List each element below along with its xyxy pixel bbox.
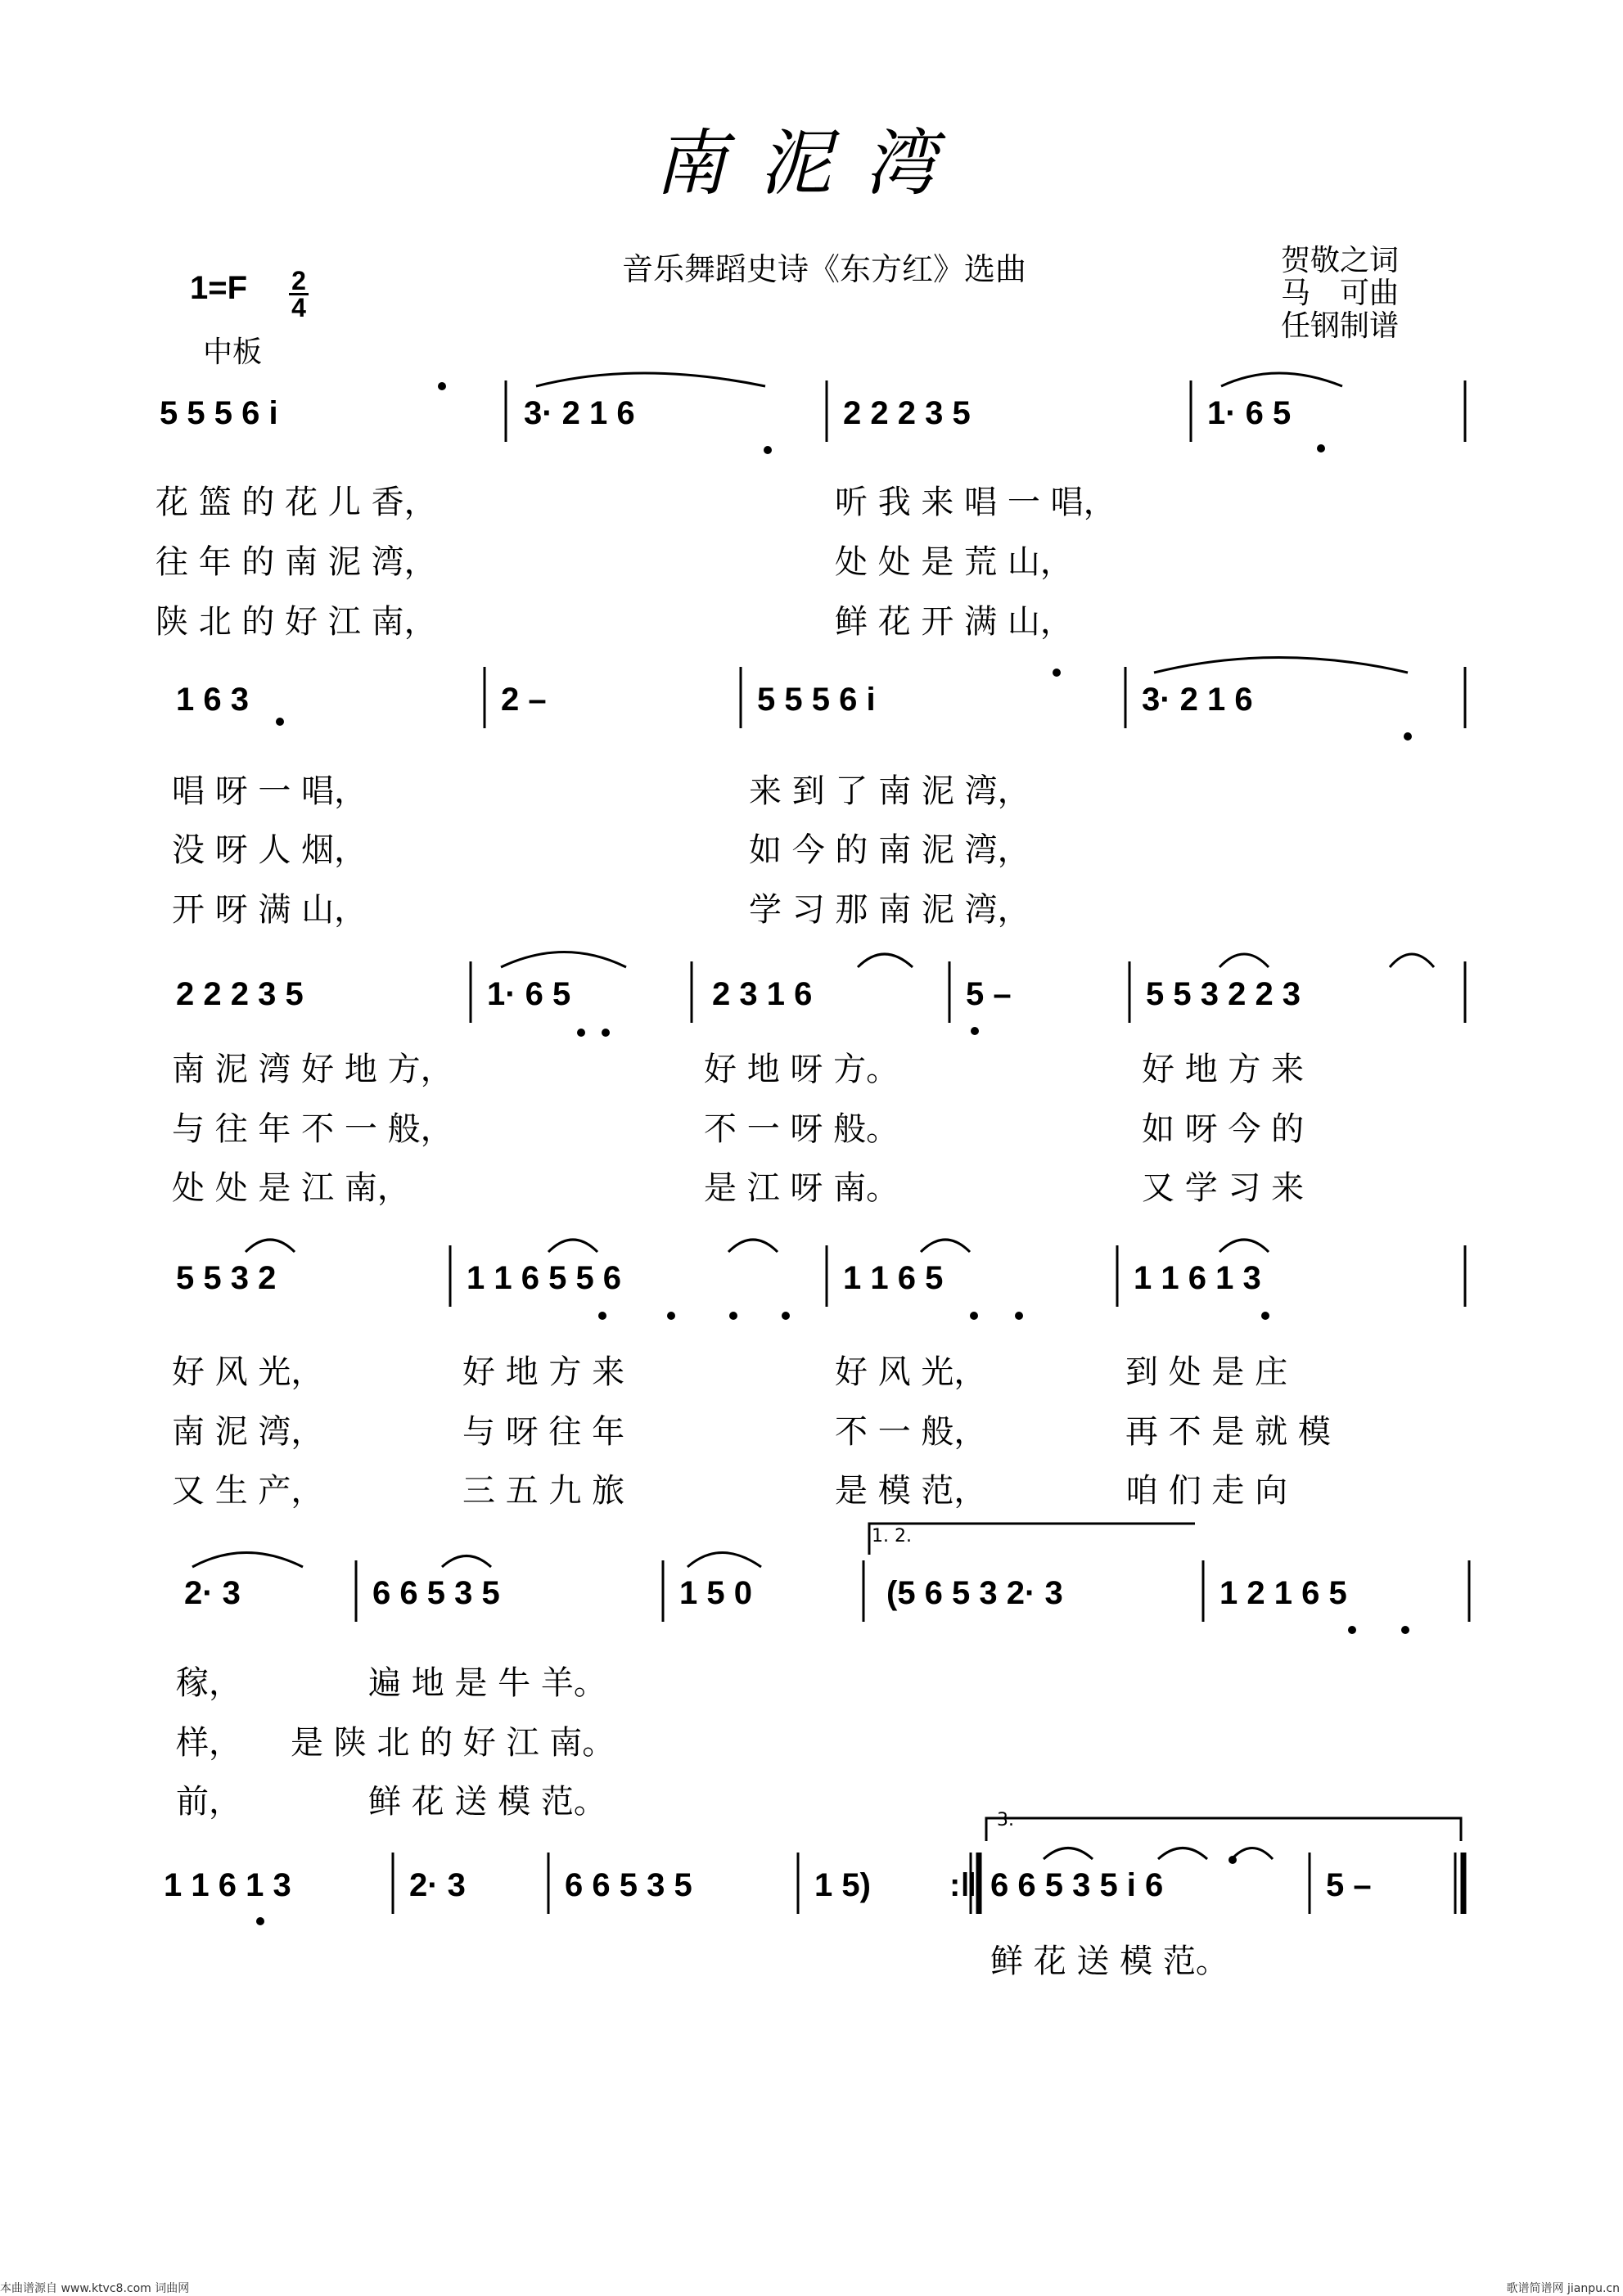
measure: 1 1 6 1 3 xyxy=(1134,1260,1261,1296)
lyric-line: 好 地 方 来 xyxy=(462,1353,625,1391)
measure: 2· 3 xyxy=(409,1867,466,1903)
measure: 5 5 3 2 2 3 xyxy=(1146,976,1301,1012)
measure: 1 1 6 5 xyxy=(843,1260,944,1296)
lyric-line: 往 年 的 南 泥 湾， xyxy=(156,543,437,581)
lyric-line: 三 五 九 旅 xyxy=(462,1472,625,1510)
key-signature: 1=F xyxy=(190,270,248,306)
measure: 6 6 5 3 5 xyxy=(372,1575,500,1611)
measure: (5 6 5 3 2· 3 xyxy=(886,1575,1063,1611)
measure: 3· 2 1 6 xyxy=(524,395,635,431)
measure: 5 – xyxy=(966,976,1012,1012)
lyric-line: 陕 北 的 好 江 南， xyxy=(156,603,437,641)
lyric-line: 没 呀 人 烟， xyxy=(172,831,367,869)
measure: 2 2 2 3 5 xyxy=(176,976,304,1012)
measure: 2 – xyxy=(501,682,547,718)
measure: 5 5 5 6 i xyxy=(757,682,876,718)
slur xyxy=(1232,1848,1273,1860)
measure: 2 2 2 3 5 xyxy=(843,395,971,431)
octave-dot xyxy=(970,1312,978,1320)
lyric-line: 开 呀 满 山， xyxy=(172,891,367,929)
lyric-line: 是 模 范， xyxy=(835,1472,987,1510)
lyric-line: 是 陕 北 的 好 江 南。 xyxy=(291,1724,615,1762)
slur xyxy=(858,954,913,967)
lyric-line: 南 泥 湾 好 地 方， xyxy=(172,1051,453,1088)
measure: 1 5) xyxy=(814,1867,871,1903)
octave-dot xyxy=(764,446,772,454)
lyric-line: 到 处 是 庄 xyxy=(1125,1353,1288,1391)
lyric-line: 不 一 般， xyxy=(835,1413,987,1451)
lyric-line: 学 习 那 南 泥 湾， xyxy=(749,891,1030,929)
slur xyxy=(921,1240,970,1252)
octave-dot xyxy=(598,1312,606,1320)
credit-lyricist: 贺敬之词 xyxy=(1281,244,1400,277)
lyric-line: 南 泥 湾， xyxy=(172,1413,324,1451)
slur xyxy=(192,1553,303,1568)
octave-dot xyxy=(438,382,446,390)
measure: 6 6 5 3 5 xyxy=(565,1867,692,1903)
page-title: 南泥湾 xyxy=(654,121,969,205)
slur xyxy=(246,1240,295,1252)
measure: 3· 2 1 6 xyxy=(1142,682,1253,718)
lyric-line: 好 地 方 来 xyxy=(1142,1051,1305,1088)
repeat-sign: :‖ xyxy=(949,1867,977,1903)
octave-dot xyxy=(782,1312,790,1320)
measure: 6 6 5 3 5 i 6 xyxy=(990,1867,1164,1903)
lyric-line: 如 呀 今 的 xyxy=(1142,1110,1305,1148)
volta-label: 3. xyxy=(997,1810,1014,1830)
measure: 1 6 3 xyxy=(176,682,249,718)
time-signature-bottom: 4 xyxy=(291,293,306,322)
octave-dot xyxy=(1229,1856,1237,1864)
lyric-line: 不 一 呀 般。 xyxy=(704,1110,899,1148)
lyric-line: 遍 地 是 牛 羊。 xyxy=(368,1664,606,1702)
slur xyxy=(548,1240,597,1252)
tempo-marking: 中板 xyxy=(203,335,263,369)
measure: 5 5 3 2 xyxy=(176,1260,277,1296)
slur xyxy=(536,373,765,386)
lyric-line: 又 生 产， xyxy=(172,1472,324,1510)
lyric-line: 花 篮 的 花 儿 香， xyxy=(156,484,437,521)
octave-dot xyxy=(1317,444,1325,452)
lyric-line: 前， xyxy=(176,1783,241,1821)
slur xyxy=(1390,954,1434,967)
octave-dot xyxy=(256,1917,264,1925)
subtitle: 音乐舞蹈史诗《东方红》选曲 xyxy=(622,251,1027,287)
lyric-line: 又 学 习 来 xyxy=(1142,1169,1305,1207)
lyric-line: 来 到 了 南 泥 湾， xyxy=(749,772,1030,810)
lyric-line: 鲜 花 送 模 范。 xyxy=(990,1943,1229,1980)
octave-dot xyxy=(1401,1626,1409,1634)
octave-dot xyxy=(1261,1312,1269,1320)
octave-dot xyxy=(1348,1626,1356,1634)
lyric-line: 与 呀 往 年 xyxy=(462,1413,625,1451)
lyric-line: 样， xyxy=(176,1724,241,1762)
lyric-line: 是 江 呀 南。 xyxy=(704,1169,899,1207)
lyric-line: 稼， xyxy=(176,1664,241,1702)
measure: 1· 6 5 xyxy=(1207,395,1292,431)
lyric-line: 处 处 是 荒 山， xyxy=(835,543,1073,581)
octave-dot xyxy=(276,718,284,726)
octave-dot xyxy=(602,1029,610,1037)
measure: 2 3 1 6 xyxy=(712,976,813,1012)
octave-dot xyxy=(1053,669,1061,677)
measure: 1· 6 5 xyxy=(487,976,571,1012)
lyric-line: 与 往 年 不 一 般， xyxy=(172,1110,453,1148)
slur xyxy=(1154,658,1408,673)
measure: 5 – xyxy=(1326,1867,1372,1903)
octave-dot xyxy=(667,1312,675,1320)
lyric-line: 好 风 光， xyxy=(172,1353,324,1391)
lyric-line: 鲜 花 开 满 山， xyxy=(835,603,1073,641)
slur xyxy=(1220,954,1269,967)
lyric-line: 再 不 是 就 模 xyxy=(1125,1413,1331,1451)
slur xyxy=(1158,1848,1207,1860)
lyric-line: 咱 们 走 向 xyxy=(1125,1472,1288,1510)
octave-dot xyxy=(729,1312,737,1320)
octave-dot xyxy=(1015,1312,1023,1320)
lyric-line: 鲜 花 送 模 范。 xyxy=(368,1783,606,1821)
octave-dot xyxy=(577,1029,585,1037)
lyric-line: 好 风 光， xyxy=(835,1353,987,1391)
octave-dot xyxy=(1404,732,1412,741)
lyric-line: 处 处 是 江 南， xyxy=(172,1169,410,1207)
volta-bracket xyxy=(869,1524,1195,1555)
credit-transcriber: 任钢制谱 xyxy=(1281,309,1400,343)
slur xyxy=(1221,373,1342,386)
measure: 5 5 5 6 i xyxy=(160,395,278,431)
lyric-line: 唱 呀 一 唱， xyxy=(172,772,367,810)
measure: 1 5 0 xyxy=(679,1575,752,1611)
lyric-line: 听 我 来 唱 一 唱， xyxy=(835,484,1116,521)
credit-composer: 马 可曲 xyxy=(1281,277,1400,310)
slur xyxy=(1220,1240,1269,1252)
slur xyxy=(501,952,626,968)
footer-right: 歌谱简谱网 jianpu.cn xyxy=(1506,2282,1620,2295)
volta-label: 1. 2. xyxy=(872,1526,912,1546)
volta-bracket xyxy=(986,1818,1461,1841)
time-signature-top: 2 xyxy=(291,266,306,295)
slur xyxy=(1044,1848,1093,1860)
measure: 1 1 6 5 5 6 xyxy=(467,1260,622,1296)
lyric-line: 好 地 呀 方。 xyxy=(704,1051,899,1088)
octave-dot xyxy=(971,1027,979,1035)
lyric-line: 如 今 的 南 泥 湾， xyxy=(749,831,1030,869)
slur xyxy=(728,1240,778,1252)
measure: 1 2 1 6 5 xyxy=(1220,1575,1347,1611)
footer-left: 本曲谱源自 www.ktvc8.com 词曲网 xyxy=(0,2282,190,2295)
slur xyxy=(442,1556,491,1568)
measure: 1 1 6 1 3 xyxy=(164,1867,291,1903)
measure: 2· 3 xyxy=(184,1575,241,1611)
slur xyxy=(688,1553,761,1568)
